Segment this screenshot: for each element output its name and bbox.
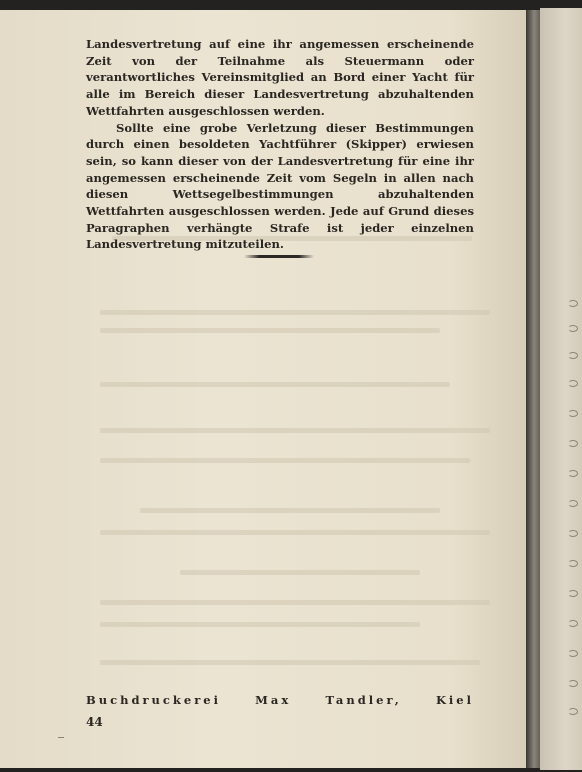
page-edge-mark	[568, 500, 578, 507]
page-edge-mark	[568, 708, 578, 715]
page-edge-mark	[568, 590, 578, 597]
page-edge-mark	[568, 352, 578, 359]
bleed-through-line	[100, 458, 470, 463]
page-edge-mark	[568, 410, 578, 417]
page-edge-mark	[568, 470, 578, 477]
page-number: 44	[86, 715, 103, 729]
printer-imprint: Buchdruckerei Max Tandler, Kiel	[86, 693, 474, 707]
bleed-through-line	[100, 600, 490, 605]
paragraph-skipper-penalty: Sollte eine grobe Verletzung dieser Bestimmungen durch einen besoldeten Yachtführer (Skipper) erwiesen sein, so kann dieser von der Landesvertretung für eine ihr angemessen erscheinende Zeit vom Segeln in allen nach diesen Wettsegelbestimmungen abzuhaltenden Wettfahrten ausgeschlossen werden. Jede auf Grund dieses Paragraphen verhängte Strafe ist jeder einzelnen Landesvertretung mitzuteilen.	[86, 120, 474, 252]
page-edge-mark	[568, 680, 578, 687]
page-edge-mark	[568, 380, 578, 387]
page-edge-mark	[568, 620, 578, 627]
page-edge-mark	[568, 650, 578, 657]
bleed-through-line	[100, 622, 420, 627]
bleed-through-line	[100, 660, 480, 665]
page-edge-mark	[568, 300, 578, 307]
paragraph-continued: Landesvertretung auf eine ihr angemessen erscheinende Zeit von der Teilnahme als Steuermann oder verantwortliches Vereinsmitglied an Bord einer Yacht für alle im Bereich dieser Landesvertretung abzuhaltenden Wettfahrten ausgeschlossen werden.	[86, 37, 474, 118]
page-edge-mark	[568, 530, 578, 537]
bleed-through-line	[100, 310, 490, 315]
page-edge-mark	[568, 560, 578, 567]
bleed-through-line	[100, 328, 440, 333]
bleed-through-line	[100, 428, 490, 433]
bleed-through-line	[140, 508, 440, 513]
body-text	[86, 36, 474, 253]
bleed-through-line	[180, 570, 420, 575]
bleed-through-line	[100, 530, 490, 535]
section-divider-rule	[244, 255, 314, 258]
page-edge-mark	[568, 440, 578, 447]
bleed-through-line	[100, 382, 450, 387]
page-edge-mark	[568, 325, 578, 332]
margin-mark	[58, 737, 64, 738]
